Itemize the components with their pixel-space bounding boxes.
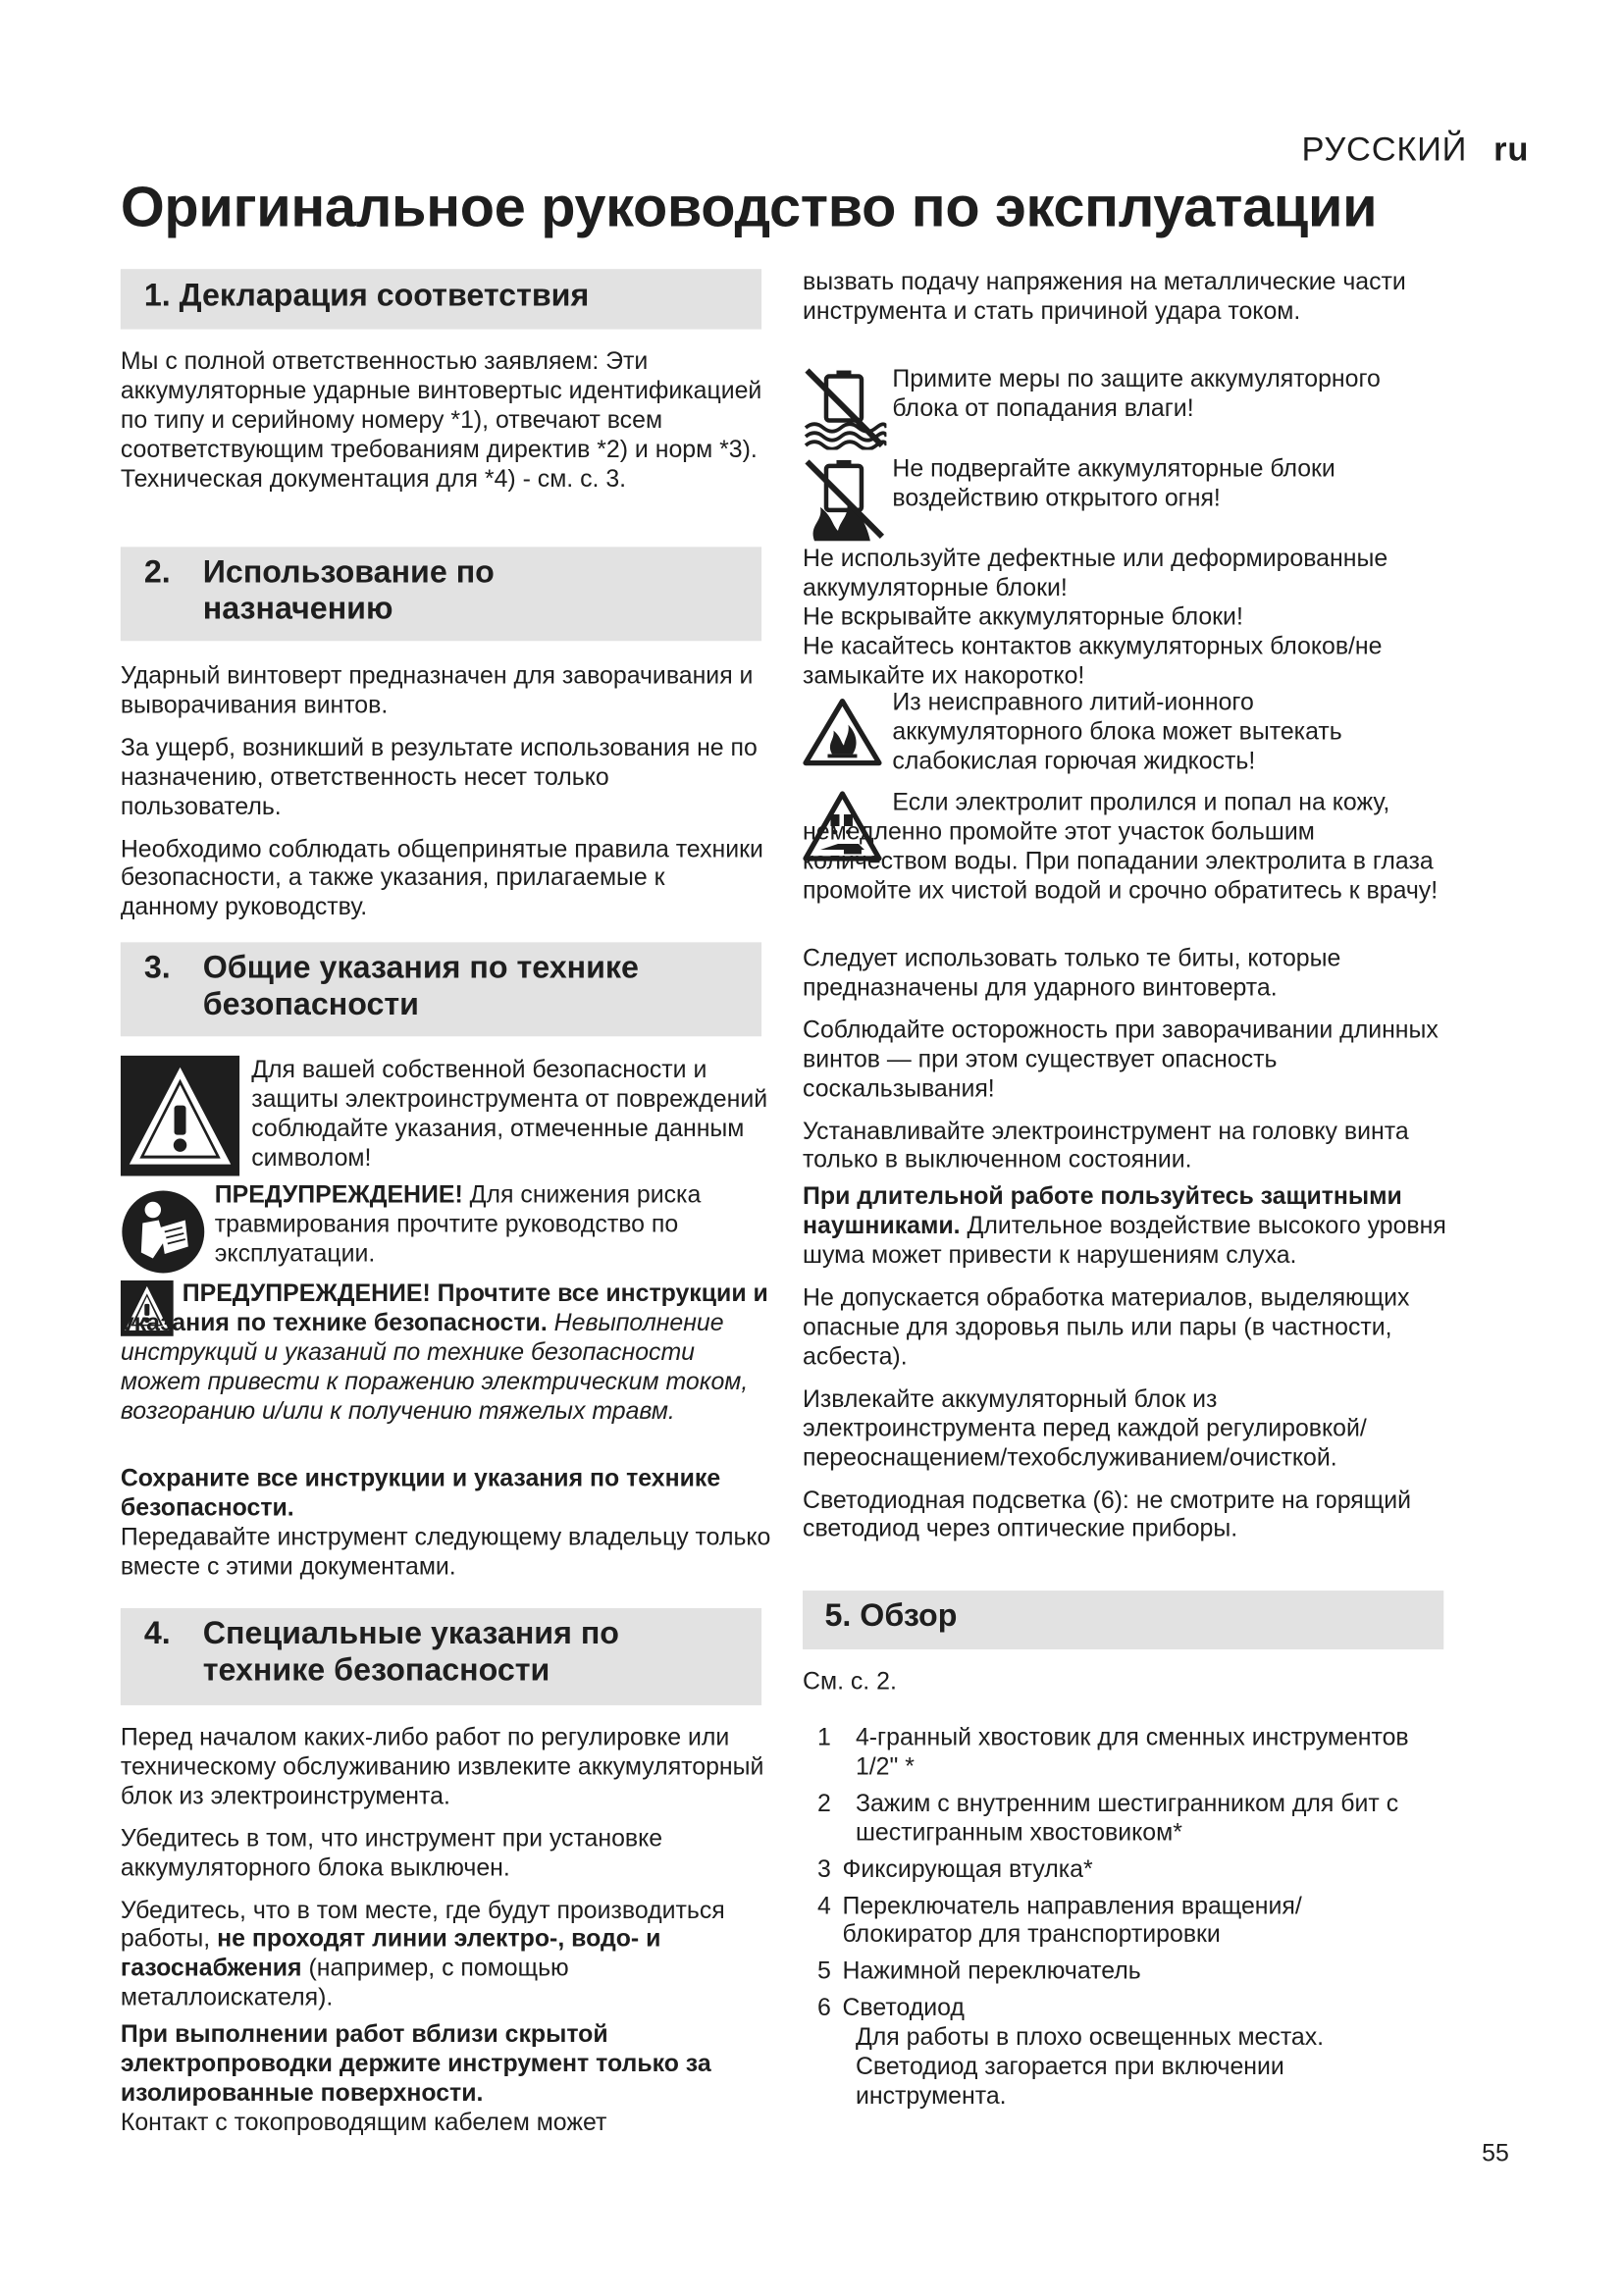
utility-lines-intro: Убедитесь, что в том месте, где будут производиться работы,	[120, 1895, 725, 1954]
overview-item-number: 1	[816, 1722, 831, 1751]
overview-item-number: 3	[816, 1854, 831, 1883]
hearing-detail: Длительное воздействие высокого уровня шума может привести к нарушениям слуха.	[803, 1211, 1446, 1270]
read-manual-text-block	[215, 1180, 770, 1268]
safety-rules-text: Необходимо соблюдать общепринятые правила техники безопасности, а также указания, прилагаемые к данному руководству.	[120, 834, 763, 921]
intended-use-text: Ударный винтоверт предназначен для заворачивания и выворачивания винтов.	[120, 661, 754, 719]
page-title: Оригинальное руководство по эксплуатации	[120, 176, 1378, 240]
moisture-text: Примите меры по защите аккумуляторного блока от попадания влаги!	[892, 364, 1381, 422]
electrolyte-text: Если электролит пролился и попал на кожу, немедленно промойте этот участок большим количеством воды. При попадании электролита в глаза промойте их чистой водой и срочно обратитесь к врачу!	[803, 788, 1439, 904]
declaration-text: Мы с полной ответственностью заявляем: Эти аккумуляторные ударные винтовертыс идентификацией по типу и серийному номеру *1), отвечают всем соответствующим требованиям директив *2) и норм *3). Техническая документация для *4) - см. с. 3.	[120, 346, 762, 493]
battery-insert-text: Убедитесь в том, что инструмент при установке аккумуляторного блока выключен.	[120, 1823, 663, 1882]
keep-instructions-text: Передавайте инструмент следующему владельцу только вместе с этими документами.	[120, 1522, 771, 1581]
utility-lines-note: (например, с помощью металлоискателя).	[120, 1954, 569, 2011]
defective-battery-text: Не используйте дефектные или деформированные аккумуляторные блоки!	[803, 544, 1388, 601]
utility-lines-bold: не проходят линии электро-, водо- и газоснабжения	[120, 1924, 661, 1983]
page-number: 55	[1482, 2138, 1509, 2167]
fire-text-block	[892, 454, 1443, 513]
section-2-number: 2.	[143, 553, 171, 590]
section-3-heading-text: Общие указания по технике безопасности	[202, 949, 639, 1022]
overview-page-ref: См. с. 2.	[803, 1666, 897, 1696]
warning-read-all-italic: Невыполнение инструкций и указаний по технике безопасности может привести к поражению электрическим током, возгоранию и/или к получению тяжелых травм.	[120, 1308, 749, 1425]
right-safety-paragraphs	[803, 944, 1452, 1544]
right-continued-block	[803, 268, 1449, 327]
section-2-heading	[121, 547, 761, 641]
overview-item-text: 4-гранный хвостовик для сменных инструментов 1/2" *	[855, 1722, 1409, 1781]
utility-lines-text	[121, 1896, 770, 2012]
section-3-heading	[121, 942, 761, 1036]
overview-led-note-wrap	[817, 2023, 1429, 2111]
hidden-wiring-text: Контакт с токопроводящим кабелем может	[120, 2108, 607, 2136]
continued-text: вызвать подачу напряжения на металлические части инструмента и стать причиной удара током.	[803, 267, 1406, 325]
electrolyte-text-block	[803, 788, 1449, 905]
overview-item	[817, 1723, 1452, 1782]
read-manual-warning-label: ПРЕДУПРЕЖДЕНИЕ!	[214, 1180, 463, 1209]
liquid-text: Из неисправного литий-ионного аккумуляторного блока может вытекать слабокислая горючая жидкость!	[892, 688, 1342, 775]
section-3-number: 3.	[143, 949, 171, 985]
overview-item-number: 2	[816, 1789, 831, 1817]
overview-item	[817, 1891, 1452, 1950]
overview-item-number: 6	[816, 1993, 831, 2022]
section-5-heading-text: 5. Обзор	[824, 1597, 958, 1634]
warning-triangle-icon	[121, 1056, 239, 1176]
mount-text: Устанавливайте электроинструмент на головку винта только в выключенном состоянии.	[803, 1116, 1409, 1174]
section-4-heading-text: Специальные указания по технике безопасности	[202, 1615, 619, 1688]
overview-item-text: Фиксирующая втулка*	[842, 1854, 1093, 1883]
section-1-heading-text: 1. Декларация соответствия	[143, 278, 590, 314]
overview-item	[817, 1854, 1452, 1884]
language-indicator	[1301, 130, 1529, 169]
do-not-open-text: Не вскрывайте аккумуляторные блоки!	[803, 601, 1243, 631]
warning-symbol-text: Для вашей собственной безопасности и защиты электроинструмента от повреждений соблюдайте указания, отмеченные данным символом!	[251, 1055, 768, 1172]
led-text: Светодиодная подсветка (6): не смотрите на горящий светодиод через оптические приборы.	[803, 1485, 1412, 1543]
language-label: РУССКИЙ	[1301, 129, 1468, 168]
hearing-text	[803, 1182, 1452, 1270]
contacts-text: Не касайтесь контактов аккумуляторных блоков/не замыкайте их накоротко!	[803, 631, 1383, 690]
section-4-body	[121, 1723, 770, 2137]
battery-warnings-block	[803, 544, 1449, 690]
overview-item	[817, 1994, 1452, 2023]
warning-read-all-block	[121, 1278, 770, 1425]
section-5-ref	[803, 1667, 1243, 1696]
no-fire-battery-icon	[803, 457, 886, 541]
overview-item-text: Нажимной переключатель	[842, 1957, 1141, 1986]
section-4-heading	[121, 1608, 761, 1705]
hidden-wiring-bold: При выполнении работ вблизи скрытой электропроводки держите инструмент только за изолированные поверхности.	[120, 2019, 711, 2107]
overview-item-number: 5	[816, 1957, 831, 1986]
hearing-bold: При длительной работе пользуйтесь защитными наушниками.	[803, 1182, 1402, 1240]
read-manual-icon	[121, 1188, 206, 1277]
section-5-heading	[803, 1591, 1443, 1649]
flammable-warning-icon	[803, 699, 882, 766]
moisture-text-block	[892, 365, 1443, 424]
section-2-body	[121, 661, 767, 922]
warning-symbol-text-block	[251, 1056, 768, 1173]
section-2-heading-text: Использование по назначению	[202, 553, 495, 627]
long-screws-text: Соблюдайте осторожность при заворачивании длинных винтов — при этом существует опасность соскальзывания!	[803, 1015, 1439, 1103]
overview-item	[817, 1957, 1452, 1987]
language-code: ru	[1493, 129, 1530, 168]
overview-item-number: 4	[816, 1891, 831, 1919]
overview-led-note: Для работы в плохо освещенных местах. Светодиод загорается при включении инструмента.	[855, 2022, 1325, 2110]
section-4-number: 4.	[143, 1615, 171, 1651]
section-1-body	[121, 347, 767, 494]
remove-battery-text: Извлекайте аккумуляторный блок из электроинструмента перед каждой регулировкой/переоснащением/техобслуживанием/очисткой.	[803, 1383, 1367, 1472]
liability-text: За ущерб, возникший в результате использования не по назначению, ответственность несет только пользователь.	[120, 733, 758, 820]
no-water-battery-icon	[803, 366, 886, 449]
overview-list	[817, 1723, 1452, 2111]
dust-text: Не допускается обработка материалов, выделяющих опасные для здоровья пыль или пары (в частности, асбеста).	[803, 1283, 1410, 1371]
overview-item-text: Переключатель направления вращения/ блокиратор для транспортировки	[842, 1891, 1309, 1949]
adjustment-text: Перед началом каких-либо работ по регулировке или техническому обслуживанию извлеките аккумуляторный блок из электроинструмента.	[120, 1722, 764, 1810]
keep-instructions-block	[121, 1464, 776, 1581]
section-1-heading	[121, 269, 761, 329]
keep-instructions-bold: Сохраните все инструкции и указания по технике безопасности.	[120, 1464, 721, 1522]
liquid-text-block	[892, 688, 1447, 775]
fire-text: Не подвергайте аккумуляторные блоки воздействию открытого огня!	[892, 453, 1335, 512]
warning-read-all-bold: ПРЕДУПРЕЖДЕНИЕ! Прочтите все инструкции и указания по технике безопасности.	[120, 1278, 768, 1336]
read-manual-text: Для снижения риска травмирования прочтите руководство по эксплуатации.	[214, 1180, 702, 1268]
bits-text: Следует использовать только те биты, которые предназначены для ударного винтоверта.	[803, 943, 1341, 1002]
overview-item	[817, 1789, 1452, 1848]
overview-item-text: Зажим с внутренним шестигранником для бит с шестигранным хвостовиком*	[855, 1789, 1399, 1847]
overview-item-text: Светодиод	[842, 1993, 965, 2022]
